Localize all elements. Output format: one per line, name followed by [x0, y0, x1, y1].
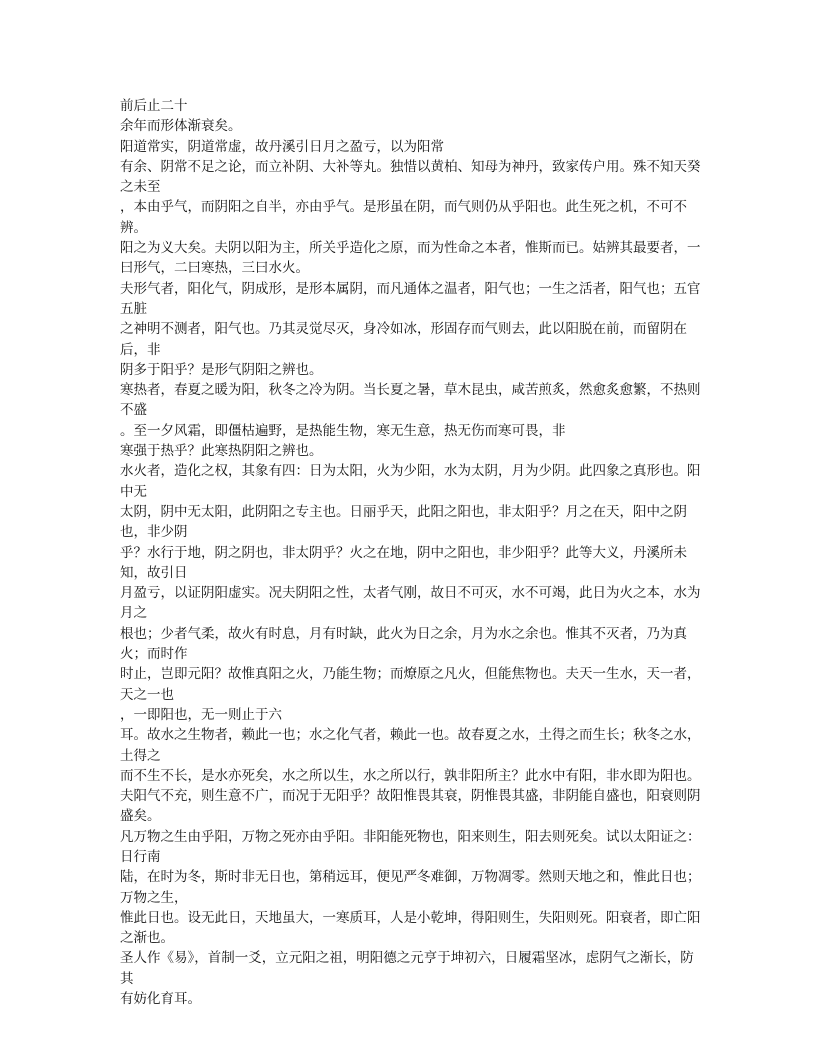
text-line: 夫形气者，阳化气，阴成形，是形本属阴，而凡通体之温者，阳气也；一生之活者，阳气也；五官五脏: [120, 280, 701, 317]
text-line: 之神明不测者，阳气也。乃其灵觉尽灭，身冷如冰，形固存而气则去，此以阳脱在前，而留阴在后，非: [120, 321, 687, 358]
text-line: ，一即阳也，无一则止于六: [120, 706, 282, 723]
text-line: 曰形气，二曰寒热，三曰水火。: [120, 260, 309, 277]
text-line: 有余、阴常不足之论，而立补阴、大补等丸。独惜以黄柏、知母为神丹，致家传户用。殊不知天癸之未至: [120, 158, 701, 196]
text-line: 惟此日也。设无此日，天地虽大，一寒质耳，人是小乾坤，得阳则生，失阳则死。阳衰者，即亡阳之渐也。: [120, 909, 701, 947]
text-line: 阴多于阳乎？是形气阴阳之辨也。: [120, 361, 323, 378]
text-line: 根也；少者气柔，故火有时息，月有时缺，此火为日之余，月为水之余也。惟其不灭者，乃为真火；而时作: [120, 625, 687, 663]
text-line: 阳之为义大矣。夫阴以阳为主，所关乎造化之原，而为性命之本者，惟斯而已。姑辨其最要者，一: [120, 240, 701, 257]
text-line: 陆，在时为冬，斯时非无日也，第稍远耳，便见严冬难御，万物凋零。然则天地之和，惟此日也；万物之生，: [120, 869, 701, 906]
text-line: 前后止二十: [120, 98, 188, 114]
text-line: 月盈亏，以证阴阳虚实。况夫阴阳之性，太者气刚，故日不可灭，水不可竭，此日为火之本，水为月之: [120, 585, 701, 622]
text-line: 时止，岂即元阳？故惟真阳之火，乃能生物；而燎原之凡火，但能焦物也。夫天一生水，天一者，天之一也: [120, 666, 701, 703]
text-line: 。至一夕风霜，即僵枯遍野，是热能生物，寒无生意，热无伤而寒可畏，非: [120, 422, 566, 439]
document-body: [120, 96, 702, 1009]
text-line: 太阴，阴中无太阳，此阴阳之专主也。日丽乎天，此阳之阳也，非太阳乎？月之在天，阳中之阴也，非少阴: [120, 503, 687, 541]
text-line: 水火者，造化之权，其象有四：日为太阳，火为少阳，水为太阴，月为少阴。此四象之真形也。阳中无: [120, 463, 701, 500]
text-line: 有妨化育耳。: [120, 991, 201, 1008]
text-line: 寒热者，春夏之暖为阳，秋冬之冷为阴。当长夏之暑，草木昆虫，咸苦煎炙，然愈炙愈繁，不热则不盛: [120, 382, 701, 419]
text-line: 寒强于热乎？此寒热阴阳之辨也。: [120, 443, 323, 460]
text-line: 耳。故水之生物者，赖此一也；水之化气者，赖此一也。故春夏之水，土得之而生长；秋冬之水，土得之: [120, 727, 701, 764]
text-line: 乎？水行于地，阴之阴也，非太阴乎？火之在地，阴中之阳也，非少阳乎？此等大义，丹溪所未知，故引日: [120, 544, 687, 581]
text-line: 圣人作《易》，首制一爻，立元阳之祖，明阳德之元亨于坤初六，日履霜坚冰，虑阴气之渐长，防其: [120, 950, 694, 987]
text-line: 余年而形体渐衰矣。: [120, 118, 242, 135]
text-line: ，本由乎气，而阴阳之自半，亦由乎气。是形虽在阴，而气则仍从乎阳也。此生死之机，不可不辨。: [120, 199, 687, 236]
text-line: 而不生不长，是水亦死矣，水之所以生，水之所以行，孰非阳所主？此水中有阳，非水即为阳也。: [120, 767, 701, 784]
text-line: 阳道常实，阴道常虚，故丹溪引日月之盈亏，以为阳常: [120, 138, 444, 155]
text-line: 凡万物之生由乎阳，万物之死亦由乎阳。非阳能死物也，阳来则生，阳去则死矣。试以太阳证之：日行南: [120, 828, 701, 865]
text-line: 夫阳气不充，则生意不广，而况于无阳乎？故阳惟畏其衰，阴惟畏其盛，非阴能自盛也，阳衰则阴盛矣。: [120, 788, 701, 825]
